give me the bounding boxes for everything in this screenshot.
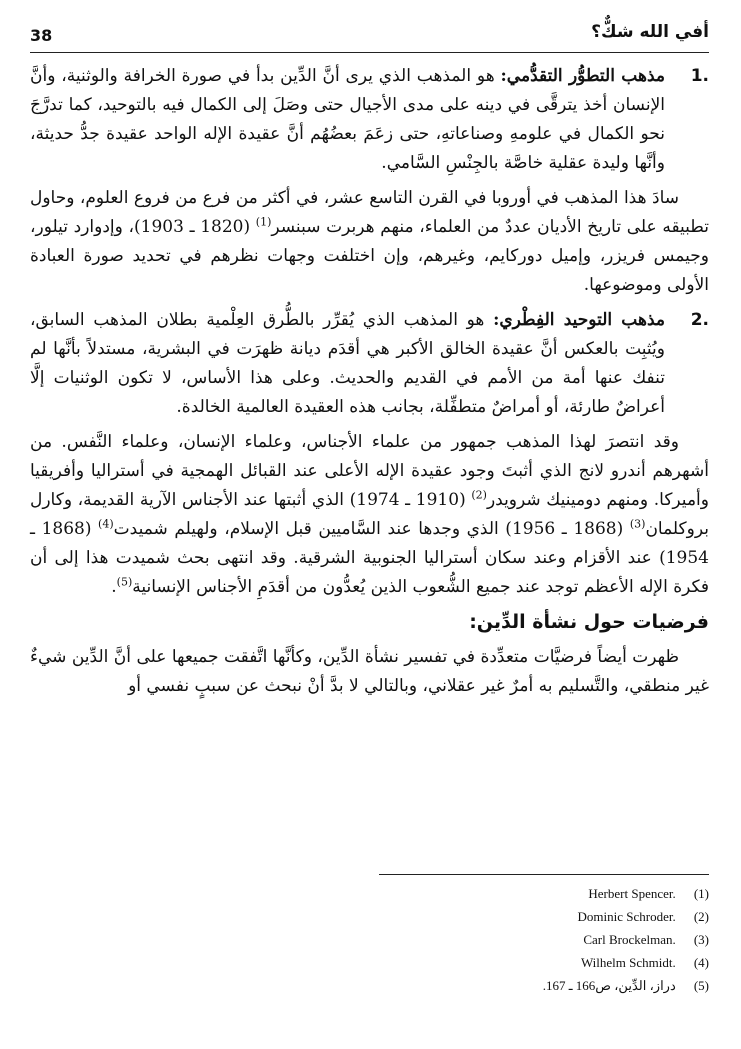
footnote: [289, 951, 709, 974]
footnote: [289, 974, 709, 997]
footnote-number: (1): [693, 886, 709, 901]
paragraph-text: (1868 ـ 1956) الذي وجدها عند السَّاميين قبل الإسلام، ولهيلم شميدت: [113, 519, 630, 539]
footnote-divider: [379, 874, 709, 875]
footnote-text: Dominic Schroder.: [577, 909, 676, 924]
footnote-number: (5): [693, 978, 709, 993]
footnote-number: (2): [693, 909, 709, 924]
paragraph-text: ظهرت أيضاً فرضيَّات متعدِّدة في تفسير نشأة الدِّين، وكأنَّها اتَّفقت جميعها على أنَّ الدِّين شيءٌ غير منطقي، والتَّسليم به أمرٌ غير عقلاني، وبالتالي لا بدَّ أنْ نبحث عن سببٍ نفسي أو: [30, 647, 709, 696]
footnote-ref: (2): [471, 488, 487, 502]
paragraph-text: (1910 ـ 1974) الذي أثبتها عند الأجناس الآرية القديمة، وكارل بروكلمان: [30, 490, 709, 539]
list-item-heading: مذهب التوحيد الفِطْري:: [493, 310, 665, 330]
paragraph-text: وقد انتصرَ لهذا المذهب جمهور من علماء الأجناس، وعلماء الإنسان، وعلماء النَّفس. من أشهرهم أندرو لانج الذي أثبتَ وجود عقيدة الإله الأعلى عند القبائل الهمجية في أستراليا وأفريقيا وأميركا. ومنهم دومينيك شرويدر: [30, 432, 709, 510]
paragraph: [30, 184, 709, 300]
footnote-text: Carl Brockelman.: [583, 932, 676, 947]
section-heading: فرضيات حول نشأة الدِّين:: [469, 611, 709, 633]
footnote: [289, 882, 709, 905]
footnotes: [289, 882, 709, 997]
body-text: [30, 62, 709, 707]
footnote-text: Herbert Spencer.: [588, 886, 676, 901]
list-item-heading: مذهب التطوُّر التقدُّمي:: [500, 66, 665, 86]
footnote-number: (3): [693, 932, 709, 947]
footnote-number: (4): [693, 955, 709, 970]
paragraph-text: (1820 ـ 1903)، وإدوارد تيلور، وجيمس فريزر، وإميل دوركايم، وغيرهم، وإن اختلفت وجهات نظرهم في تحديد صورة العبادة الأولى وموضوعها.: [30, 217, 709, 295]
paragraph-text: .: [111, 577, 117, 597]
list-item-text: هو المذهب الذي يُقرِّر بالطُّرق العِلْمية بطلان المذهب السابق، ويُثبِت بالعكس أنَّ عقيدة الخالق الأكبر هي أقدَم ديانة ظهرَت في البشرية، مستدلاً بأنَّها لم تنفك عنها أمة من الأمم في القديم والحديث. وعلى هذا الأساس، لا تكون الوثنيات إلَّا أعراضٌ طارئة، أو أمراضٌ متطفِّلة، بجانب هذه العقيدة العالمية الخالدة.: [30, 310, 665, 417]
paragraph-text: (1868 ـ 1954) عند الأقزام وعند سكان أستراليا الجنوبية الشرقية. وقد انتهى بحث شميدت هذا إلى أن فكرة الإله الأعظم توجد عند جميع الشُّعوب الذين يُعدُّون من أقدَمِ الأجناس الإنسانية: [30, 519, 709, 597]
page-header: [30, 22, 709, 53]
footnote: [289, 905, 709, 928]
list-item-number: 1.: [690, 66, 709, 86]
page-number: 38: [30, 26, 53, 45]
paragraph-text: سادَ هذا المذهب في أوروبا في القرن التاسع عشر، في أكثر من فرع من فروع العلوم، وحاول تطبيقه على تاريخ الأديان عددٌ من العلماء، منهم هربرت سبنسر: [30, 188, 709, 237]
footnote-text: Wilhelm Schmidt.: [580, 955, 676, 970]
paragraph: [30, 428, 709, 602]
footnote-ref: (5): [116, 575, 133, 589]
running-title: أفي الله شكٌّ؟: [591, 22, 709, 42]
list-item-number: 2.: [690, 310, 709, 330]
footnote: [289, 928, 709, 951]
footnote-text: دراز، الدِّين، ص166 ـ 167.: [542, 978, 676, 993]
footnote-ref: (1): [255, 215, 272, 229]
footnote-ref: (4): [98, 517, 114, 531]
list-item-text: هو المذهب الذي يرى أنَّ الدِّين بدأ في صورة الخرافة والوثنية، وأنَّ الإنسان أخذ يترقَّى في دينه على مدى الأجيال حتى وصَلَ إلى الكمال فيه بالتوحيد، كما تدرَّجَ نحو الكمال في علومهِ وصناعاتهِ، حتى زعَمَ بعضُهُم أنَّ عقيدة الإله الواحد عقيدة جدُّ حديثة، وأنَّها وليدة عقلية خاصَّة بالجِنْسِ السَّامي.: [30, 66, 665, 173]
list-item: [30, 62, 709, 178]
footnote-ref: (3): [629, 517, 646, 531]
paragraph: [30, 643, 709, 701]
list-item: [30, 306, 709, 422]
